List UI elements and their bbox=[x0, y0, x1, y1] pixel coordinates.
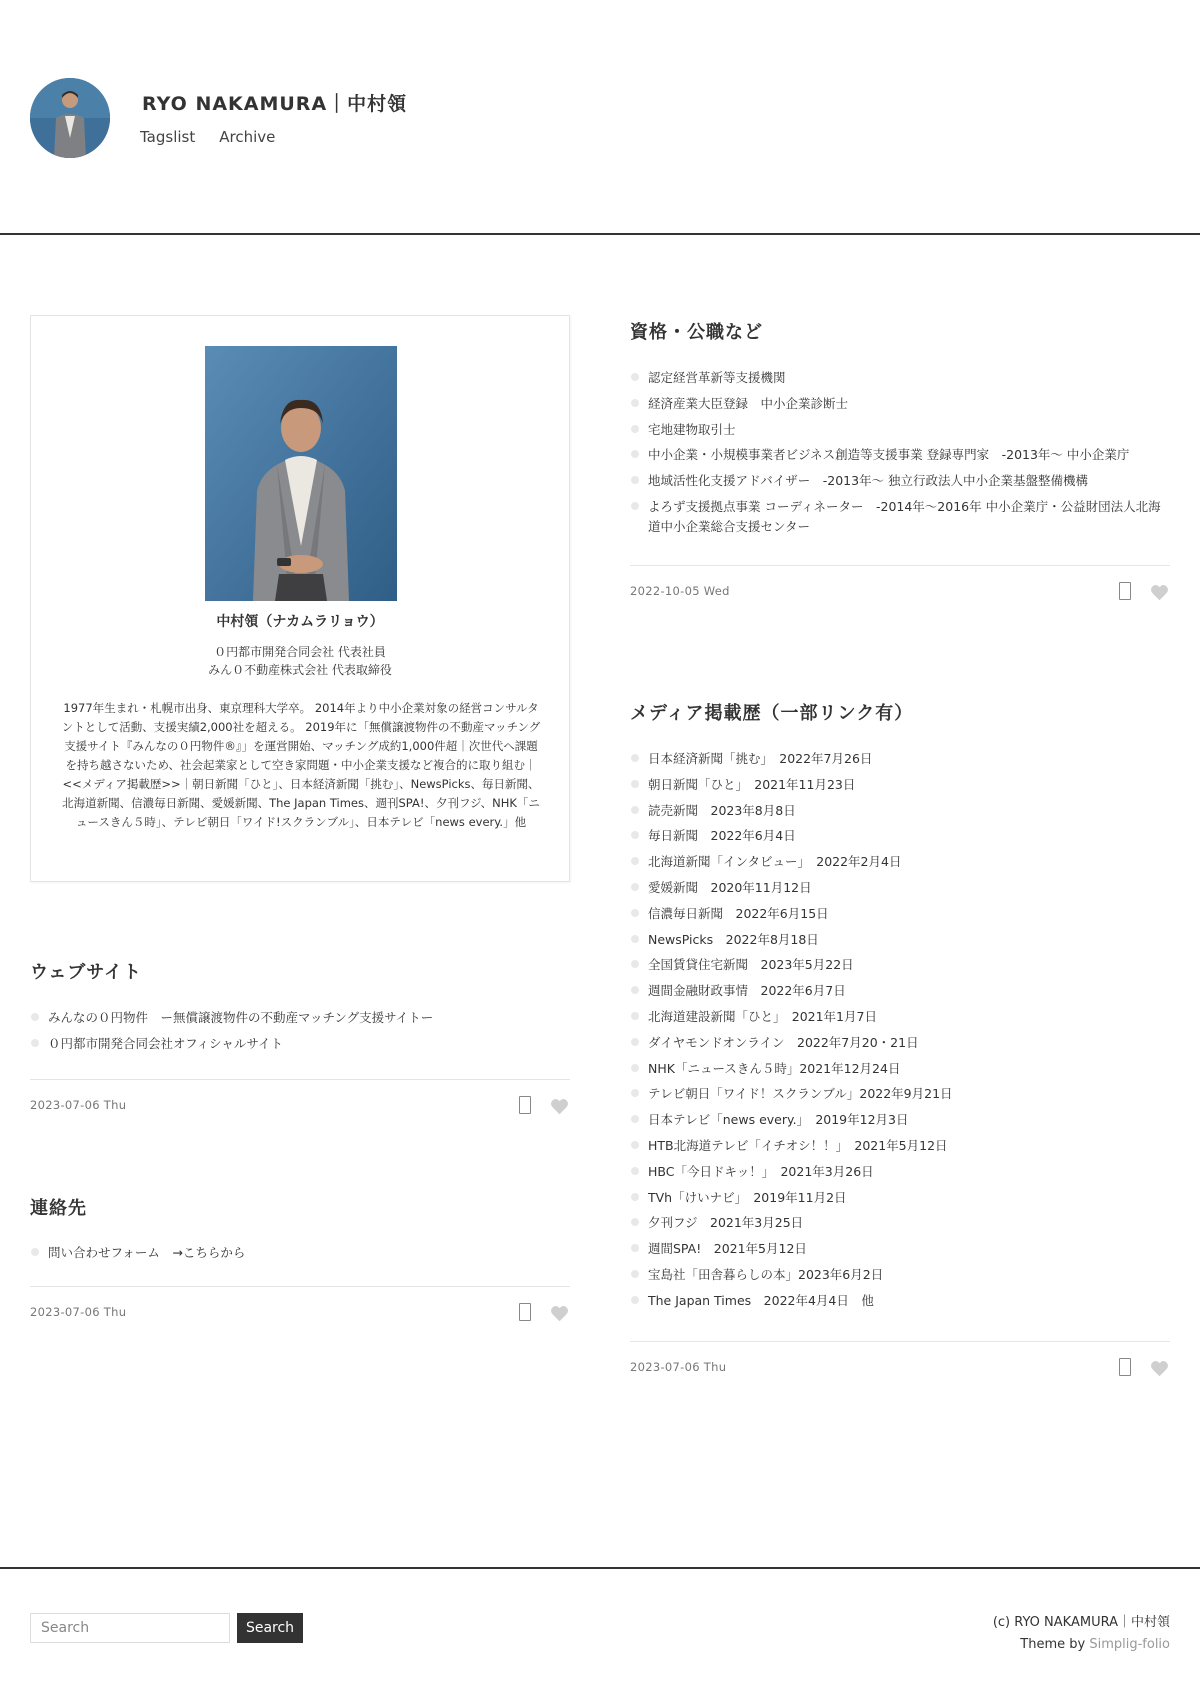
list-item[interactable]: 毎日新聞 2022年6月4日 bbox=[630, 826, 1170, 846]
websites-section bbox=[30, 958, 570, 1120]
list-item[interactable]: 北海道建設新聞「ひと」 2021年1月7日 bbox=[630, 1007, 1170, 1027]
site-title[interactable]: RYO NAKAMURA｜中村領 bbox=[142, 93, 408, 115]
list-item[interactable]: NewsPicks 2022年8月18日 bbox=[630, 930, 1170, 950]
post-meta bbox=[30, 1080, 570, 1120]
heart-icon[interactable] bbox=[1150, 584, 1169, 601]
post-date: 2023-07-06 Thu bbox=[30, 1097, 127, 1112]
profile-role: ０円都市開発合同会社 代表社員 bbox=[214, 645, 386, 659]
profile-roles bbox=[31, 643, 569, 679]
profile-role: みん０不動産株式会社 代表取締役 bbox=[208, 663, 392, 677]
qualifications-list bbox=[630, 368, 1170, 537]
list-item: よろず支援拠点事業 コーディネーター -2014年〜2016年 中小企業庁・公益財団法人北海道中小企業総合支援センター bbox=[630, 497, 1170, 537]
list-item[interactable]: テレビ朝日「ワイド！スクランブル」2022年9月21日 bbox=[630, 1084, 1170, 1104]
list-item[interactable]: HBC「今日ドキッ！」 2021年3月26日 bbox=[630, 1162, 1170, 1182]
list-item: 経済産業大臣登録 中小企業診断士 bbox=[630, 394, 1170, 414]
heart-icon[interactable] bbox=[1150, 1360, 1169, 1377]
websites-title: ウェブサイト bbox=[30, 962, 143, 983]
nav-archive[interactable]: Archive bbox=[219, 128, 276, 146]
nav-tagslist[interactable]: Tagslist bbox=[140, 128, 196, 146]
list-item[interactable]: NHK「ニュースきん５時」2021年12月24日 bbox=[630, 1059, 1170, 1079]
list-item[interactable]: 愛媛新聞 2020年11月12日 bbox=[630, 878, 1170, 898]
list-item[interactable]: HTB北海道テレビ「イチオシ！！」 2021年5月12日 bbox=[630, 1136, 1170, 1156]
search-input[interactable] bbox=[30, 1613, 230, 1643]
post-date: 2023-07-06 Thu bbox=[630, 1359, 727, 1374]
contact-section bbox=[30, 1194, 570, 1327]
site-header bbox=[0, 0, 1200, 235]
list-item[interactable]: The Japan Times 2022年4月4日 他 bbox=[630, 1291, 1170, 1311]
post-date: 2022-10-05 Wed bbox=[630, 583, 730, 598]
qualifications-title: 資格・公職など bbox=[630, 322, 763, 343]
heart-icon[interactable] bbox=[550, 1098, 569, 1115]
list-item[interactable]: みんなの０円物件 ー無償譲渡物件の不動産マッチング支援サイトー bbox=[30, 1008, 570, 1028]
list-item[interactable]: 宝島社「田舎暮らしの本」2023年6月2日 bbox=[630, 1265, 1170, 1285]
avatar[interactable] bbox=[30, 78, 110, 158]
heart-icon[interactable] bbox=[550, 1305, 569, 1322]
list-item[interactable]: ０円都市開発合同会社オフィシャルサイト bbox=[30, 1034, 570, 1054]
search-button[interactable]: Search bbox=[237, 1613, 303, 1643]
media-section bbox=[630, 699, 1170, 1382]
profile-name: 中村領（ナカムラリョウ） bbox=[216, 614, 384, 630]
list-item: 宅地建物取引士 bbox=[630, 420, 1170, 440]
media-list bbox=[630, 749, 1170, 1311]
list-item: 中小企業・小規模事業者ビジネス創造等支援事業 登録専門家 -2013年〜 中小企業庁 bbox=[630, 445, 1170, 465]
list-item[interactable]: ダイヤモンドオンライン 2022年7月20・21日 bbox=[630, 1033, 1170, 1053]
list-item[interactable]: 読売新聞 2023年8月8日 bbox=[630, 801, 1170, 821]
bookmark-icon[interactable] bbox=[1119, 1358, 1131, 1376]
contact-list bbox=[30, 1243, 570, 1263]
list-item[interactable]: 北海道新聞「インタビュー」 2022年2月4日 bbox=[630, 852, 1170, 872]
post-date: 2023-07-06 Thu bbox=[30, 1305, 127, 1319]
copyright: (c) RYO NAKAMURA｜中村領 bbox=[992, 1615, 1170, 1630]
theme-credit-prefix: Theme by bbox=[1020, 1637, 1090, 1652]
list-item[interactable]: 週間SPA! 2021年5月12日 bbox=[630, 1239, 1170, 1259]
bookmark-icon[interactable] bbox=[1119, 582, 1131, 600]
post-meta bbox=[630, 566, 1170, 606]
contact-title: 連絡先 bbox=[30, 1198, 87, 1219]
media-title: メディア掲載歴（一部リンク有） bbox=[630, 703, 914, 724]
list-item[interactable]: 全国賃貸住宅新聞 2023年5月22日 bbox=[630, 955, 1170, 975]
bookmark-icon[interactable] bbox=[519, 1303, 531, 1321]
profile-bio: 1977年生まれ・札幌市出身、東京理科大学卒。 2014年より中小企業対象の経営コンサルタントとして活動、支援実績2,000社を超える。 2019年に「無償譲渡物件の不動産マッチング支援サイト『みんなの０円物件®』」を運営開始、マッチング成約1,000件超｜次世代へ課題を持ち越さないため、社会起業家として空き家問題・中小企業支援など複合的に取り組む｜<<メディア掲載歴>>｜朝日新聞「ひと」、日本経済新聞「挑む」、NewsPicks、毎日新聞、北海道新聞、信濃毎日新聞、愛媛新聞、The Japan Times、週刊SPA!、夕刊フジ、NHK「ニュースきん５時」、テレビ朝日「ワイド!スクランブル」、日本テレビ「news every.」他 bbox=[61, 701, 541, 829]
list-item: 地域活性化支援アドバイザー -2013年〜 独立行政法人中小企業基盤整備機構 bbox=[630, 471, 1170, 491]
list-item[interactable]: 週間金融財政事情 2022年6月7日 bbox=[630, 981, 1170, 1001]
profile-card bbox=[30, 315, 570, 882]
profile-photo bbox=[205, 346, 397, 601]
bookmark-icon[interactable] bbox=[519, 1096, 531, 1114]
list-item[interactable]: 朝日新聞「ひと」 2021年11月23日 bbox=[630, 775, 1170, 795]
list-item[interactable]: 夕刊フジ 2021年3月25日 bbox=[630, 1213, 1170, 1233]
list-item[interactable]: 日本経済新聞「挑む」 2022年7月26日 bbox=[630, 749, 1170, 769]
post-meta bbox=[630, 1342, 1170, 1382]
theme-credit bbox=[1020, 1637, 1170, 1652]
main-nav bbox=[140, 128, 275, 146]
list-item[interactable]: 信濃毎日新聞 2022年6月15日 bbox=[630, 904, 1170, 924]
list-item[interactable]: 問い合わせフォーム →こちらから bbox=[30, 1243, 570, 1263]
post-meta bbox=[30, 1287, 570, 1327]
list-item[interactable]: 日本テレビ「news every.」 2019年12月3日 bbox=[630, 1110, 1170, 1130]
site-footer bbox=[0, 1567, 1200, 1688]
qualifications-section bbox=[630, 318, 1170, 606]
websites-list bbox=[30, 1008, 570, 1054]
list-item: 認定経営革新等支援機関 bbox=[630, 368, 1170, 388]
theme-link[interactable]: Simplig-folio bbox=[1089, 1637, 1170, 1652]
list-item[interactable]: TVh「けいナビ」 2019年11月2日 bbox=[630, 1188, 1170, 1208]
